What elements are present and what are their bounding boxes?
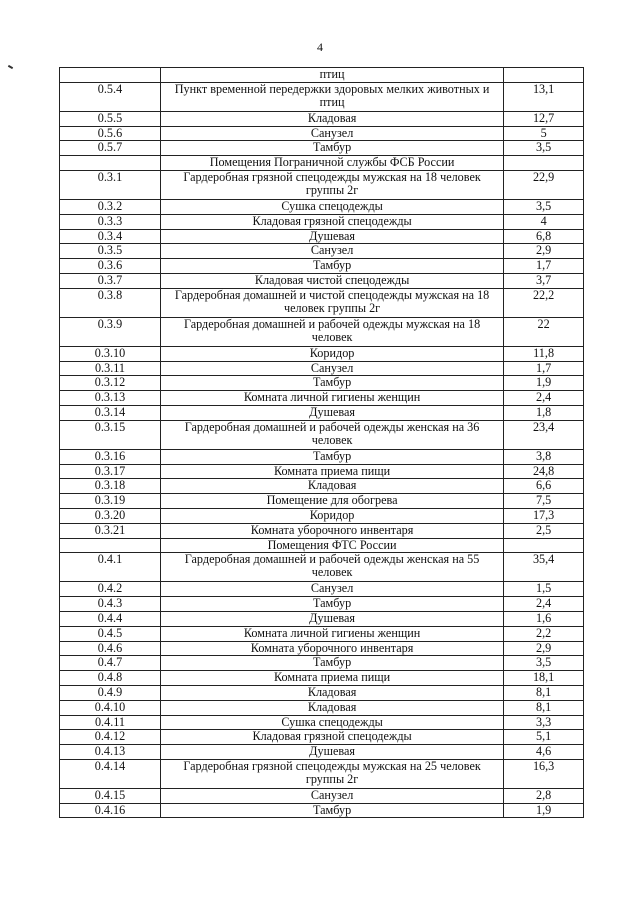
room-code-cell: 0.4.5: [60, 626, 161, 641]
room-name-cell: птиц: [160, 68, 503, 83]
room-area-cell: 7,5: [504, 494, 584, 509]
table-row: [60, 199, 584, 214]
room-code-cell: 0.4.13: [60, 745, 161, 760]
room-area-cell: 22,9: [504, 170, 584, 199]
room-area-cell: 3,5: [504, 656, 584, 671]
table-row: [60, 479, 584, 494]
room-name-cell: Санузел: [160, 244, 503, 259]
room-code-cell: 0.4.14: [60, 759, 161, 788]
room-name-cell: Кладовая грязной спецодежды: [160, 730, 503, 745]
room-area-cell: 1,9: [504, 376, 584, 391]
table-row: [60, 214, 584, 229]
table-row: [60, 273, 584, 288]
room-code-cell: 0.4.9: [60, 685, 161, 700]
table-row: [60, 82, 584, 111]
rooms-table-body: [60, 68, 584, 818]
room-name-cell: Тамбур: [160, 376, 503, 391]
room-code-cell: 0.3.1: [60, 170, 161, 199]
room-name-cell: Комната приема пищи: [160, 671, 503, 686]
room-name-cell: Душевая: [160, 745, 503, 760]
room-code-cell: 0.4.2: [60, 582, 161, 597]
room-code-cell: 0.3.2: [60, 199, 161, 214]
room-area-cell: 3,5: [504, 199, 584, 214]
room-area-cell: 18,1: [504, 671, 584, 686]
room-code-cell: 0.4.10: [60, 700, 161, 715]
table-row: [60, 170, 584, 199]
table-row: [60, 671, 584, 686]
table-row: [60, 391, 584, 406]
rooms-table: [59, 67, 584, 818]
room-area-cell: 1,5: [504, 582, 584, 597]
room-area-cell: 1,6: [504, 611, 584, 626]
room-area-cell: 3,8: [504, 449, 584, 464]
room-area-cell: 2,9: [504, 641, 584, 656]
table-row: [60, 376, 584, 391]
room-area-cell: 1,7: [504, 361, 584, 376]
room-name-cell: Сушка спецодежды: [160, 199, 503, 214]
room-code-cell: 0.3.13: [60, 391, 161, 406]
room-name-cell: Душевая: [160, 405, 503, 420]
room-area-cell: 5,1: [504, 730, 584, 745]
room-code-cell: 0.3.5: [60, 244, 161, 259]
room-name-cell: Кладовая: [160, 700, 503, 715]
table-row: [60, 126, 584, 141]
room-name-cell: Гардеробная домашней и чистой спецодежды мужская на 18 человек группы 2г: [160, 288, 503, 317]
room-code-cell: 0.3.10: [60, 346, 161, 361]
room-code-cell: 0.5.4: [60, 82, 161, 111]
room-area-cell: 13,1: [504, 82, 584, 111]
room-name-cell: Гардеробная грязной спецодежды мужская на 25 человек группы 2г: [160, 759, 503, 788]
room-area-cell: [504, 68, 584, 83]
room-area-cell: 4,6: [504, 745, 584, 760]
room-name-cell: Комната личной гигиены женщин: [160, 391, 503, 406]
room-area-cell: 8,1: [504, 700, 584, 715]
room-area-cell: 2,5: [504, 523, 584, 538]
room-name-cell: Санузел: [160, 126, 503, 141]
room-code-cell: [60, 68, 161, 83]
room-area-cell: 5: [504, 126, 584, 141]
room-name-cell: Кладовая грязной спецодежды: [160, 214, 503, 229]
room-code-cell: 0.3.18: [60, 479, 161, 494]
room-area-cell: 3,3: [504, 715, 584, 730]
room-code-cell: 0.3.3: [60, 214, 161, 229]
room-code-cell: 0.3.12: [60, 376, 161, 391]
table-row: [60, 141, 584, 156]
table-row: [60, 449, 584, 464]
table-row: [60, 656, 584, 671]
table-row: [60, 745, 584, 760]
room-name-cell: Комната уборочного инвентаря: [160, 523, 503, 538]
room-area-cell: 2,4: [504, 597, 584, 612]
table-row: [60, 288, 584, 317]
room-code-cell: 0.3.16: [60, 449, 161, 464]
table-row: [60, 317, 584, 346]
table-row: [60, 685, 584, 700]
room-code-cell: [60, 538, 161, 553]
room-name-cell: Душевая: [160, 611, 503, 626]
room-code-cell: 0.4.7: [60, 656, 161, 671]
table-row: [60, 715, 584, 730]
room-area-cell: 2,9: [504, 244, 584, 259]
room-name-cell: Душевая: [160, 229, 503, 244]
room-name-cell: Помещения ФТС России: [160, 538, 503, 553]
room-code-cell: 0.3.11: [60, 361, 161, 376]
room-code-cell: 0.3.19: [60, 494, 161, 509]
table-row: [60, 361, 584, 376]
table-row: [60, 611, 584, 626]
room-area-cell: 16,3: [504, 759, 584, 788]
table-row: [60, 730, 584, 745]
room-code-cell: 0.3.14: [60, 405, 161, 420]
room-code-cell: 0.4.3: [60, 597, 161, 612]
table-row: [60, 111, 584, 126]
room-name-cell: Комната уборочного инвентаря: [160, 641, 503, 656]
room-name-cell: Санузел: [160, 788, 503, 803]
room-area-cell: 1,7: [504, 259, 584, 274]
room-name-cell: Гардеробная домашней и рабочей одежды мужская на 18 человек: [160, 317, 503, 346]
room-name-cell: Гардеробная домашней и рабочей одежды женская на 55 человек: [160, 553, 503, 582]
table-row: [60, 346, 584, 361]
table-row: [60, 420, 584, 449]
table-row: [60, 464, 584, 479]
room-code-cell: 0.3.8: [60, 288, 161, 317]
room-name-cell: Гардеробная грязной спецодежды мужская на 18 человек группы 2г: [160, 170, 503, 199]
table-row: [60, 405, 584, 420]
room-code-cell: 0.4.8: [60, 671, 161, 686]
room-code-cell: 0.3.15: [60, 420, 161, 449]
room-name-cell: Кладовая чистой спецодежды: [160, 273, 503, 288]
room-area-cell: 1,8: [504, 405, 584, 420]
section-row: [60, 538, 584, 553]
room-code-cell: 0.4.16: [60, 803, 161, 818]
room-name-cell: Комната личной гигиены женщин: [160, 626, 503, 641]
room-name-cell: Коридор: [160, 508, 503, 523]
room-code-cell: 0.4.4: [60, 611, 161, 626]
room-name-cell: Санузел: [160, 582, 503, 597]
scan-speck: [8, 65, 13, 69]
room-name-cell: Тамбур: [160, 597, 503, 612]
table-row: [60, 229, 584, 244]
room-name-cell: Тамбур: [160, 656, 503, 671]
table-row: [60, 553, 584, 582]
table-row: [60, 626, 584, 641]
room-code-cell: 0.3.21: [60, 523, 161, 538]
room-name-cell: Помещения Пограничной службы ФСБ России: [160, 156, 503, 171]
room-area-cell: 3,7: [504, 273, 584, 288]
room-area-cell: 4: [504, 214, 584, 229]
room-code-cell: 0.4.15: [60, 788, 161, 803]
room-name-cell: Тамбур: [160, 259, 503, 274]
room-code-cell: 0.4.6: [60, 641, 161, 656]
room-area-cell: 17,3: [504, 508, 584, 523]
room-code-cell: 0.5.7: [60, 141, 161, 156]
room-code-cell: 0.5.5: [60, 111, 161, 126]
room-area-cell: 11,8: [504, 346, 584, 361]
room-name-cell: Тамбур: [160, 141, 503, 156]
table-row: [60, 582, 584, 597]
room-area-cell: 22: [504, 317, 584, 346]
table-row: [60, 803, 584, 818]
room-area-cell: 8,1: [504, 685, 584, 700]
room-area-cell: 35,4: [504, 553, 584, 582]
table-row: [60, 788, 584, 803]
room-name-cell: Помещение для обогрева: [160, 494, 503, 509]
room-name-cell: Комната приема пищи: [160, 464, 503, 479]
room-area-cell: 1,9: [504, 803, 584, 818]
room-code-cell: 0.3.20: [60, 508, 161, 523]
room-code-cell: [60, 156, 161, 171]
table-row: [60, 68, 584, 83]
room-area-cell: [504, 156, 584, 171]
room-area-cell: 6,8: [504, 229, 584, 244]
room-area-cell: 23,4: [504, 420, 584, 449]
table-row: [60, 508, 584, 523]
room-area-cell: 6,6: [504, 479, 584, 494]
room-name-cell: Кладовая: [160, 111, 503, 126]
room-code-cell: 0.4.12: [60, 730, 161, 745]
room-area-cell: [504, 538, 584, 553]
room-name-cell: Кладовая: [160, 479, 503, 494]
section-row: [60, 156, 584, 171]
table-row: [60, 641, 584, 656]
room-area-cell: 2,8: [504, 788, 584, 803]
room-area-cell: 12,7: [504, 111, 584, 126]
room-code-cell: 0.3.9: [60, 317, 161, 346]
room-code-cell: 0.4.11: [60, 715, 161, 730]
table-row: [60, 259, 584, 274]
room-code-cell: 0.3.4: [60, 229, 161, 244]
table-row: [60, 494, 584, 509]
room-code-cell: 0.4.1: [60, 553, 161, 582]
room-area-cell: 2,2: [504, 626, 584, 641]
room-area-cell: 22,2: [504, 288, 584, 317]
room-name-cell: Пункт временной передержки здоровых мелких животных и птиц: [160, 82, 503, 111]
room-code-cell: 0.3.6: [60, 259, 161, 274]
room-area-cell: 3,5: [504, 141, 584, 156]
table-row: [60, 523, 584, 538]
table-row: [60, 759, 584, 788]
table-row: [60, 597, 584, 612]
room-name-cell: Санузел: [160, 361, 503, 376]
room-name-cell: Сушка спецодежды: [160, 715, 503, 730]
table-row: [60, 700, 584, 715]
room-area-cell: 24,8: [504, 464, 584, 479]
table-row: [60, 244, 584, 259]
room-code-cell: 0.5.6: [60, 126, 161, 141]
room-name-cell: Кладовая: [160, 685, 503, 700]
room-name-cell: Тамбур: [160, 803, 503, 818]
room-code-cell: 0.3.17: [60, 464, 161, 479]
room-area-cell: 2,4: [504, 391, 584, 406]
room-name-cell: Тамбур: [160, 449, 503, 464]
page-number: 4: [317, 40, 323, 54]
room-name-cell: Коридор: [160, 346, 503, 361]
room-name-cell: Гардеробная домашней и рабочей одежды женская на 36 человек: [160, 420, 503, 449]
room-code-cell: 0.3.7: [60, 273, 161, 288]
